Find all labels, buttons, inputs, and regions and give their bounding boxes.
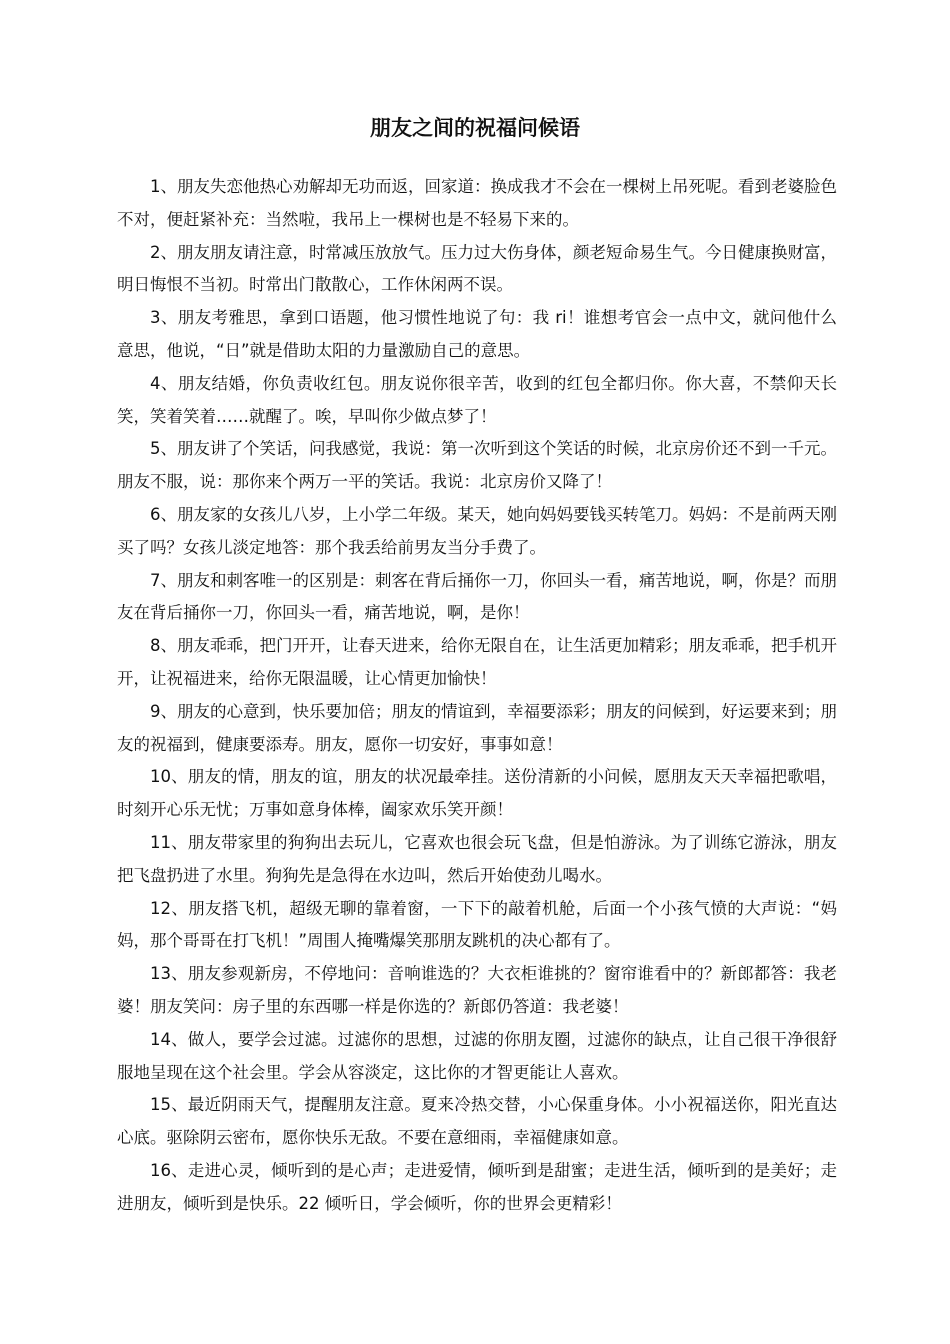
paragraph-16: 16、走进心灵，倾听到的是心声；走进爱情，倾听到是甜蜜；走进生活，倾听到的是美好；走进朋友，倾听到是快乐。22 倾听日，学会倾听，你的世界会更精彩！ [117, 1160, 837, 1213]
paragraph-3: 3、朋友考雅思，拿到口语题，他习惯性地说了句：我 ri！谁想考官会一点中文，就问他什么意思，他说，“日”就是借助太阳的力量激励自己的意思。 [117, 308, 837, 360]
paragraph-9: 9、朋友的心意到，快乐要加倍；朋友的情谊到，幸福要添彩；朋友的问候到，好运要来到；朋友的祝福到，健康要添寿。朋友，愿你一切安好，事事如意！ [117, 701, 837, 754]
paragraph-14: 14、做人，要学会过滤。过滤你的思想，过滤的你朋友圈，过滤你的缺点，让自己很干净很舒服地呈现在这个社会里。学会从容淡定，这比你的才智更能让人喜欢。 [117, 1029, 837, 1082]
document-body [117, 171, 837, 1221]
paragraph-6: 6、朋友家的女孩儿八岁，上小学二年级。某天，她向妈妈要钱买转笔刀。妈妈：不是前两天刚买了吗？女孩儿淡定地答：那个我丢给前男友当分手费了。 [117, 504, 837, 557]
paragraph-10: 10、朋友的情，朋友的谊，朋友的状况最牵挂。送份清新的小问候，愿朋友天天幸福把歌唱，时刻开心乐无忧；万事如意身体棒，阖家欢乐笑开颜！ [117, 767, 837, 820]
paragraph-11: 11、朋友带家里的狗狗出去玩儿，它喜欢也很会玩飞盘，但是怕游泳。为了训练它游泳，朋友把飞盘扔进了水里。狗狗先是急得在水边叫，然后开始使劲儿喝水。 [117, 832, 837, 885]
document-title: 朋友之间的祝福问候语 [370, 116, 580, 140]
paragraph-4: 4、朋友结婚，你负责收红包。朋友说你很辛苦，收到的红包全都归你。你大喜，不禁仰天长笑，笑着笑着……就醒了。唉，早叫你少做点梦了！ [117, 373, 837, 426]
paragraph-12: 12、朋友搭飞机，超级无聊的靠着窗，一下下的敲着机舱，后面一个小孩气愤的大声说：“妈妈，那个哥哥在打飞机！”周围人掩嘴爆笑那朋友跳机的决心都有了。 [117, 898, 837, 951]
paragraph-13: 13、朋友参观新房，不停地问：音响谁选的？大衣柜谁挑的？窗帘谁看中的？新郎都答：我老婆！朋友笑问：房子里的东西哪一样是你选的？新郎仍答道：我老婆！ [117, 964, 837, 1016]
paragraph-7: 7、朋友和刺客唯一的区别是：刺客在背后捅你一刀，你回头一看，痛苦地说，啊，你是？而朋友在背后捅你一刀，你回头一看，痛苦地说，啊，是你！ [117, 570, 837, 623]
paragraph-15: 15、最近阴雨天气，提醒朋友注意。夏来冷热交替，小心保重身体。小小祝福送你，阳光直达心底。驱除阴云密布，愿你快乐无敌。不要在意细雨，幸福健康如意。 [117, 1095, 837, 1148]
paragraph-5: 5、朋友讲了个笑话，问我感觉，我说：第一次听到这个笑话的时候，北京房价还不到一千元。朋友不服，说：那你来个两万一平的笑话。我说：北京房价又降了！ [117, 439, 837, 492]
paragraph-2: 2、朋友朋友请注意，时常减压放放气。压力过大伤身体，颜老短命易生气。今日健康换财富，明日悔恨不当初。时常出门散散心，工作休闲两不误。 [117, 242, 837, 295]
paragraph-1: 1、朋友失恋他热心劝解却无功而返，回家道：换成我才不会在一棵树上吊死呢。看到老婆脸色不对，便赶紧补充：当然啦，我吊上一棵树也是不轻易下来的。 [117, 177, 837, 229]
paragraph-8: 8、朋友乖乖，把门开开，让春天进来，给你无限自在，让生活更加精彩；朋友乖乖，把手机开开，让祝福进来，给你无限温暖，让心情更加愉快！ [117, 636, 837, 688]
